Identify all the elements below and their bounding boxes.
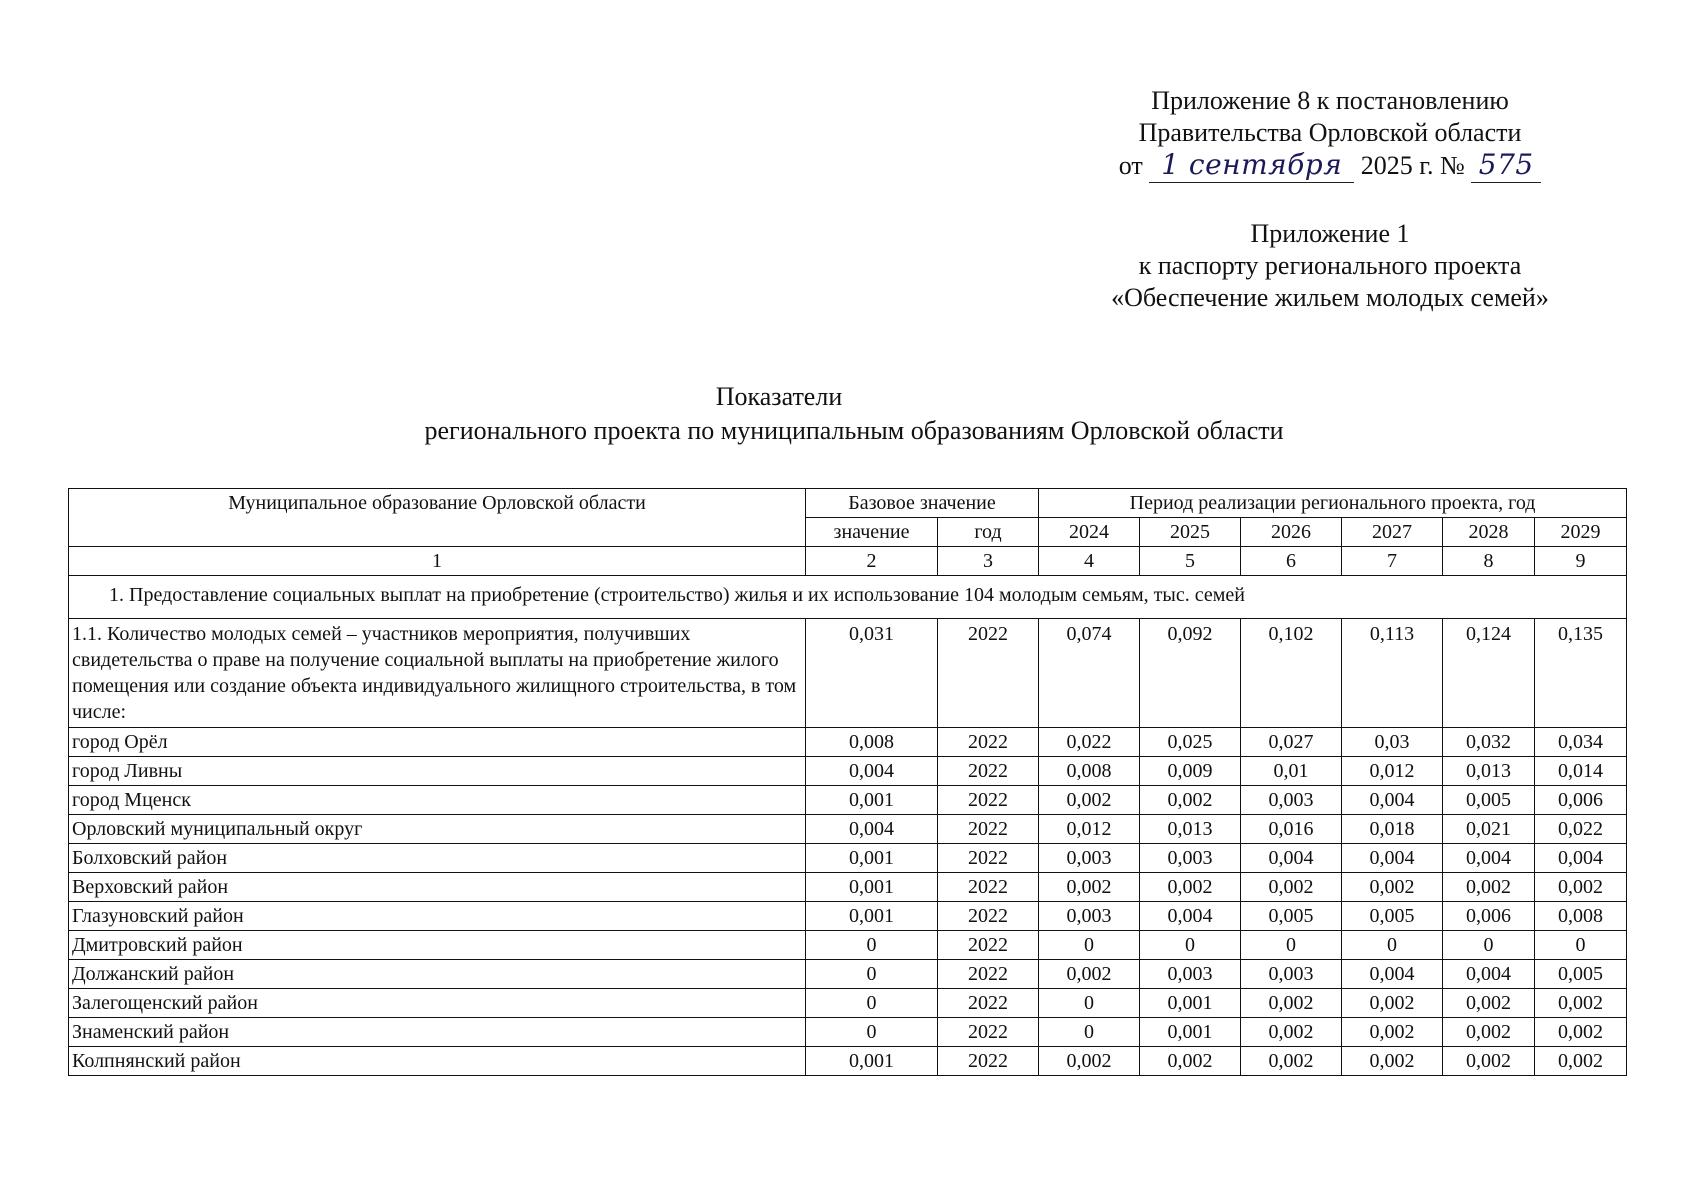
- table-row: [69, 960, 1627, 989]
- base-year: 2022: [938, 960, 1039, 989]
- indicator-row: [69, 619, 1627, 728]
- year-value: 0,008: [1535, 902, 1627, 931]
- year-value: 0,008: [1039, 757, 1140, 786]
- municipality-name: Глазуновский район: [69, 902, 806, 931]
- year-value: 0,002: [1039, 873, 1140, 902]
- year-value: 0,012: [1342, 757, 1443, 786]
- municipality-name: город Ливны: [69, 757, 806, 786]
- table-row: [69, 1018, 1627, 1047]
- year-value: 0,013: [1443, 757, 1535, 786]
- year-value: 0,003: [1039, 902, 1140, 931]
- header-appendix-1: [1080, 218, 1580, 314]
- header-year: 2027: [1342, 518, 1443, 547]
- handwritten-date: 1 сентября: [1161, 148, 1343, 181]
- header-appendix-8-line-2: Правительства Орловской области: [1138, 118, 1522, 147]
- year-value: 0,01: [1241, 757, 1342, 786]
- municipality-name: Должанский район: [69, 960, 806, 989]
- year-value: 0,014: [1535, 757, 1627, 786]
- year-value: 0,002: [1443, 1047, 1535, 1076]
- header-appendix-1-line-1: Приложение 1: [1250, 219, 1410, 248]
- column-number: 7: [1342, 547, 1443, 576]
- year-number-label: 2025 г. №: [1360, 151, 1465, 180]
- year-value: 0: [1039, 931, 1140, 960]
- year-value: 0,002: [1039, 960, 1140, 989]
- table-row: [69, 757, 1627, 786]
- year-value: 0: [1443, 931, 1535, 960]
- header-appendix-1-line-3: «Обеспечение жильем молодых семей»: [1111, 283, 1549, 312]
- municipality-name: Колпнянский район: [69, 1047, 806, 1076]
- column-number: 3: [938, 547, 1039, 576]
- year-value: 0,004: [1342, 786, 1443, 815]
- year-value: 0,025: [1140, 728, 1241, 757]
- year-value: 0,004: [1342, 844, 1443, 873]
- year-value: 0,027: [1241, 728, 1342, 757]
- header-appendix-1-line-2: к паспорту регионального проекта: [1138, 251, 1522, 280]
- header-sub-value: значение: [806, 518, 938, 547]
- title-line-1: Показатели: [715, 382, 843, 411]
- year-value: 0,005: [1342, 902, 1443, 931]
- year-value: 0,004: [1443, 844, 1535, 873]
- indicator-value: 0,092: [1140, 619, 1241, 728]
- municipality-name: Залегощенский район: [69, 989, 806, 1018]
- header-base-value: Базовое значение: [806, 489, 1039, 518]
- year-value: 0,002: [1241, 1047, 1342, 1076]
- municipality-name: Знаменский район: [69, 1018, 806, 1047]
- base-year: 2022: [938, 1047, 1039, 1076]
- year-value: 0,002: [1443, 873, 1535, 902]
- year-value: 0,012: [1039, 815, 1140, 844]
- year-value: 0,003: [1241, 786, 1342, 815]
- table-row: [69, 873, 1627, 902]
- year-value: 0,004: [1241, 844, 1342, 873]
- year-value: 0,002: [1535, 1047, 1627, 1076]
- year-value: 0,002: [1535, 989, 1627, 1018]
- base-value: 0,008: [806, 728, 938, 757]
- year-value: 0,002: [1140, 786, 1241, 815]
- year-value: 0,022: [1535, 815, 1627, 844]
- year-value: 0,002: [1039, 1047, 1140, 1076]
- year-value: 0,018: [1342, 815, 1443, 844]
- year-value: 0,002: [1140, 1047, 1241, 1076]
- table-row: [69, 728, 1627, 757]
- year-value: 0,004: [1535, 844, 1627, 873]
- header-appendix-8-line-3: [1100, 149, 1560, 183]
- year-value: 0,001: [1140, 1018, 1241, 1047]
- municipality-name: Верховский район: [69, 873, 806, 902]
- year-value: 0,013: [1140, 815, 1241, 844]
- base-year: 2022: [938, 815, 1039, 844]
- year-value: 0,032: [1443, 728, 1535, 757]
- base-value: 0: [806, 960, 938, 989]
- header-appendix-8-line-1: Приложение 8 к постановлению: [1151, 86, 1509, 115]
- header-year: 2024: [1039, 518, 1140, 547]
- year-value: 0,005: [1241, 902, 1342, 931]
- base-value: 0: [806, 931, 938, 960]
- base-value: 0: [806, 989, 938, 1018]
- year-value: 0,002: [1535, 873, 1627, 902]
- year-value: 0: [1140, 931, 1241, 960]
- table-row: [69, 1047, 1627, 1076]
- year-value: 0: [1039, 989, 1140, 1018]
- year-value: 0,006: [1535, 786, 1627, 815]
- header-year: 2029: [1535, 518, 1627, 547]
- document-title: [0, 380, 1708, 448]
- column-number: 2: [806, 547, 938, 576]
- indicator-base-year: 2022: [938, 619, 1039, 728]
- year-value: 0,002: [1342, 1047, 1443, 1076]
- base-value: 0,001: [806, 844, 938, 873]
- base-value: 0,001: [806, 1047, 938, 1076]
- base-year: 2022: [938, 728, 1039, 757]
- table-row: [69, 786, 1627, 815]
- year-value: 0,03: [1342, 728, 1443, 757]
- base-value: 0,004: [806, 757, 938, 786]
- year-value: 0,003: [1140, 960, 1241, 989]
- year-value: 0,002: [1241, 1018, 1342, 1047]
- date-fill-line: [1149, 149, 1354, 183]
- base-year: 2022: [938, 786, 1039, 815]
- municipality-rows: [69, 728, 1627, 1076]
- title-line-2: регионального проекта по муниципальным образованиям Орловской области: [424, 416, 1284, 445]
- base-value: 0,001: [806, 786, 938, 815]
- base-year: 2022: [938, 931, 1039, 960]
- year-value: 0,002: [1140, 873, 1241, 902]
- column-number: 5: [1140, 547, 1241, 576]
- year-value: 0,003: [1039, 844, 1140, 873]
- year-value: 0,006: [1443, 902, 1535, 931]
- indicator-value: 0,135: [1535, 619, 1627, 728]
- year-value: 0,001: [1140, 989, 1241, 1018]
- municipality-name: город Орёл: [69, 728, 806, 757]
- year-value: 0,003: [1241, 960, 1342, 989]
- table-header-row-1: [69, 489, 1627, 518]
- header-period: Период реализации регионального проекта, год: [1039, 489, 1627, 518]
- base-year: 2022: [938, 989, 1039, 1018]
- section-title: 1. Предоставление социальных выплат на приобретение (строительство) жилья и их использование 104 молодым семьям, тыс. семей: [69, 576, 1627, 619]
- year-value: 0,003: [1140, 844, 1241, 873]
- base-year: 2022: [938, 873, 1039, 902]
- year-value: 0: [1241, 931, 1342, 960]
- indicator-name: 1.1. Количество молодых семей – участников мероприятия, получивших свидетельства о праве на получение социальной выплаты на приобретение жилого помещения или создание объекта индивидуального жилищного строительства, в том числе:: [69, 619, 806, 728]
- year-value: 0,002: [1342, 1018, 1443, 1047]
- year-value: 0,002: [1535, 1018, 1627, 1047]
- year-value: 0,004: [1342, 960, 1443, 989]
- year-value: 0,005: [1443, 786, 1535, 815]
- municipality-name: Болховский район: [69, 844, 806, 873]
- indicator-value: 0,113: [1342, 619, 1443, 728]
- year-value: 0,009: [1140, 757, 1241, 786]
- base-year: 2022: [938, 1018, 1039, 1047]
- year-value: 0,016: [1241, 815, 1342, 844]
- table-row: [69, 815, 1627, 844]
- table-row: [69, 844, 1627, 873]
- column-number: 4: [1039, 547, 1140, 576]
- header-appendix-8: [1100, 85, 1560, 183]
- indicator-value: 0,102: [1241, 619, 1342, 728]
- indicators-table: [68, 488, 1627, 1076]
- municipality-name: Дмитровский район: [69, 931, 806, 960]
- year-value: 0,004: [1140, 902, 1241, 931]
- base-year: 2022: [938, 844, 1039, 873]
- table-row: [69, 902, 1627, 931]
- year-value: 0,002: [1241, 873, 1342, 902]
- table-row: [69, 931, 1627, 960]
- handwritten-number: 575: [1478, 148, 1534, 181]
- year-value: 0,002: [1443, 1018, 1535, 1047]
- municipality-name: город Мценск: [69, 786, 806, 815]
- year-value: 0,002: [1443, 989, 1535, 1018]
- from-label: от: [1118, 151, 1143, 180]
- year-value: 0,002: [1039, 786, 1140, 815]
- column-number: 1: [69, 547, 806, 576]
- year-value: 0,022: [1039, 728, 1140, 757]
- base-value: 0,004: [806, 815, 938, 844]
- year-value: 0,002: [1342, 873, 1443, 902]
- year-value: 0,034: [1535, 728, 1627, 757]
- year-value: 0,002: [1241, 989, 1342, 1018]
- municipality-name: Орловский муниципальный округ: [69, 815, 806, 844]
- year-value: 0: [1535, 931, 1627, 960]
- year-value: 0,005: [1535, 960, 1627, 989]
- column-number: 9: [1535, 547, 1627, 576]
- base-year: 2022: [938, 757, 1039, 786]
- year-value: 0: [1039, 1018, 1140, 1047]
- year-value: 0,021: [1443, 815, 1535, 844]
- indicator-value: 0,124: [1443, 619, 1535, 728]
- base-year: 2022: [938, 902, 1039, 931]
- number-fill-line: [1471, 149, 1541, 183]
- column-number: 6: [1241, 547, 1342, 576]
- year-value: 0,004: [1443, 960, 1535, 989]
- year-value: 0: [1342, 931, 1443, 960]
- header-municipality: Муниципальное образование Орловской области: [69, 489, 806, 547]
- section-row: [69, 576, 1627, 619]
- header-sub-year: год: [938, 518, 1039, 547]
- base-value: 0,001: [806, 873, 938, 902]
- header-year: 2025: [1140, 518, 1241, 547]
- table-column-numbers-row: [69, 547, 1627, 576]
- header-year: 2026: [1241, 518, 1342, 547]
- table-row: [69, 989, 1627, 1018]
- indicator-value: 0,074: [1039, 619, 1140, 728]
- indicator-base-value: 0,031: [806, 619, 938, 728]
- year-value: 0,002: [1342, 989, 1443, 1018]
- base-value: 0,001: [806, 902, 938, 931]
- base-value: 0: [806, 1018, 938, 1047]
- header-year: 2028: [1443, 518, 1535, 547]
- column-number: 8: [1443, 547, 1535, 576]
